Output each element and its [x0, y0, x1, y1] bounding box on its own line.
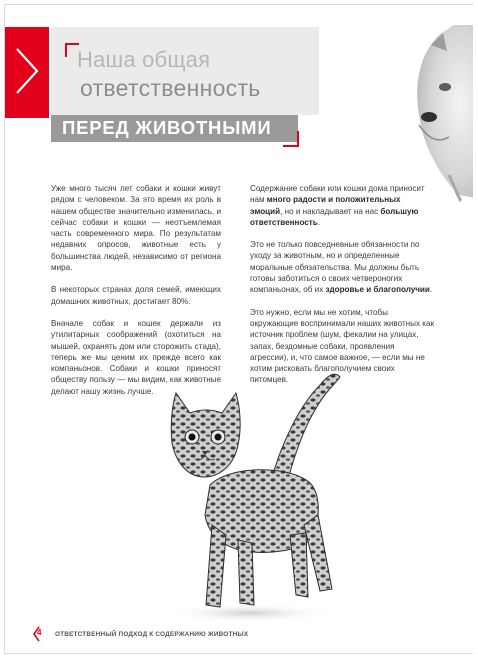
title-line-3: ПЕРЕД ЖИВОТНЫМИ — [62, 117, 272, 138]
bold-text: большую ответственность — [250, 206, 419, 227]
document-page — [4, 4, 473, 654]
paragraph — [250, 239, 435, 295]
footer-text: ОТВЕТСТВЕННЫЙ ПОДХОД К СОДЕРЖАНИЮ ЖИВОТНЫХ — [55, 630, 249, 638]
text-span: . — [317, 217, 320, 227]
chevron-right-icon — [13, 46, 41, 96]
paragraph: Это нужно, если мы не хотим, чтобы окружающие воспринимали наших животных как источник проблем (шум, фекалии на улицах, запах, бездомные собаки, проявления агрессии), и, что самое важное, — если мы не хотим рисковать благополучием своих питомцев. — [250, 307, 435, 385]
text-span: . — [429, 285, 433, 295]
bold-text: много радости и положительных эмоций — [250, 195, 401, 216]
title-line-2: ответственность — [80, 75, 261, 101]
bold-text: здоровье и благополучии — [325, 285, 430, 295]
paragraph: Уже много тысяч лет собаки и кошки живут рядом с человеком. За это время их роль в нашем обществе значительно изменилась, и сейчас собаки и кошки — неотъемлемая часть современного мира. По результатам недавних опросов, животные есть у большинства людей, независимо от региона мира. — [51, 184, 221, 273]
page-number: 4 — [37, 628, 42, 637]
corner-mark-bottom — [283, 131, 299, 147]
dog-photo — [409, 25, 473, 205]
title-line-1: Наша общая — [77, 47, 211, 72]
paragraph: Вначале собак и кошек держали из утилитарных соображений (охотиться на мышей, охранять дом или сторожить стада), теперь же мы ценим их прежде всего как компаньонов. Собаки и кошки приносят обществу пользу — мы видим, как животные делают нашу жизнь лучше. — [51, 318, 221, 396]
text-span: Содержание собаки или кошки дома приносит нам — [250, 184, 425, 205]
paragraph: В некоторых странах доля семей, имеющих домашних животных, достигает 80%. — [51, 285, 221, 306]
chevron-tab — [5, 27, 49, 118]
text-span: Это не только повседневные обязанности по уходу за животным, но и определенные моральные обязательства. Мы должны быть готовы заботиться о своих четвероногих компаньонах, об их — [250, 240, 420, 295]
kitten-photo — [150, 365, 350, 625]
page-number-badge — [33, 626, 49, 642]
text-span: , но и накладывает на нас — [280, 206, 381, 216]
paragraph — [250, 183, 435, 228]
page-footer — [33, 626, 248, 642]
